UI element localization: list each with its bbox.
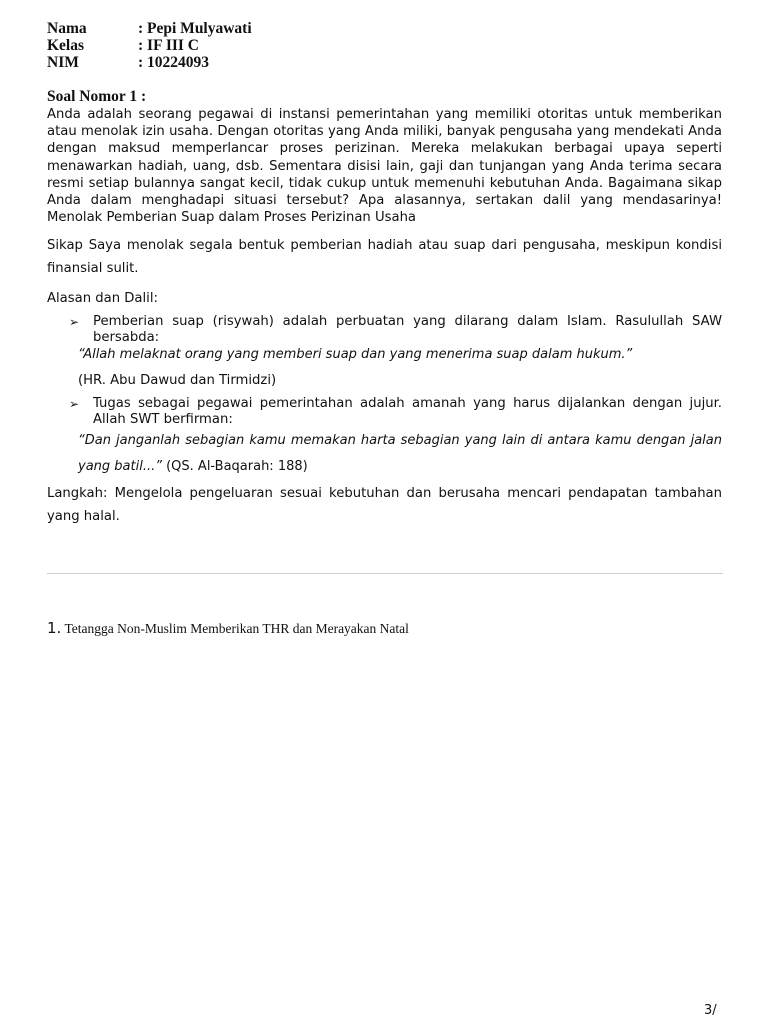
bullet-text-1: Pemberian suap (risywah) adalah perbuatan yang dilarang dalam Islam. Rasulullah SAW bersabda:: [93, 314, 722, 346]
bullet-item-1: [69, 314, 722, 346]
identity-row-nama: [47, 20, 722, 37]
identity-row-nim: [47, 54, 722, 71]
question-title: Soal Nomor 1 :: [47, 88, 147, 105]
page-number: 3/: [704, 1003, 717, 1018]
question-body: Anda adalah seorang pegawai di instansi pemerintahan yang memiliki otoritas untuk memberikan atau menolak izin usaha. Dengan otoritas yang Anda miliki, banyak pengusaha yang mendekati Anda dengan maksud memperlancar proses perizinan. Mereka melakukan berbagai upaya seperti menawarkan hadiah, uang, dsb. Sementara disisi lain, gaji dan tunjangan yang Anda terima secara resmi setiap bulannya sangat kecil, tidak cukup untuk memenuhi kebutuhan Anda. Bagaimana sikap Anda dalam menghadapi situasi tersebut? Apa alasannya, sertakan dalil yang mendasarinya! Menolak Pemberian Suap dalam Proses Perizinan Usaha: [47, 107, 722, 226]
answer-sikap: Sikap Saya menolak segala bentuk pemberian hadiah atau suap dari pengusaha, meskipun kondisi finansial sulit.: [47, 238, 722, 277]
answer-langkah: Langkah: Mengelola pengeluaran sesuai kebutuhan dan berusaha mencari pendapatan tambahan yang halal.: [47, 486, 722, 525]
nama-label: Nama: [47, 20, 87, 37]
bullet-text-2: Tugas sebagai pegawai pemerintahan adalah amanah yang harus dijalankan dengan jujur. Allah SWT berfirman:: [93, 396, 722, 428]
quran-quote: “Dan janganlah sebagian kamu memakan harta sebagian yang lain di antara kamu dengan jalan yang batil...”: [78, 433, 722, 475]
bullet-item-2: [69, 396, 722, 428]
identity-row-kelas: [47, 37, 722, 54]
section-divider: [47, 573, 723, 574]
document-page: [47, 20, 722, 528]
quran-source: (QS. Al-Baqarah: 188): [161, 459, 308, 475]
student-identity: [47, 20, 722, 71]
kelas-value: : IF III C: [138, 37, 200, 54]
nama-value: : Pepi Mulyawati: [138, 20, 252, 37]
hadith-source: (HR. Abu Dawud dan Tirmidzi): [78, 373, 277, 389]
nim-label: NIM: [47, 54, 79, 71]
hadith-quote: “Allah melaknat orang yang memberi suap dan yang menerima suap dalam hukum.”: [78, 347, 633, 363]
next-question-title: Tetangga Non-Muslim Memberikan THR dan Merayakan Natal: [61, 621, 409, 636]
alasan-heading: Alasan dan Dalil:: [47, 291, 158, 307]
next-question-heading: [47, 619, 409, 637]
arrow-bullet-icon: ➢: [69, 315, 80, 330]
nim-value: : 10224093: [138, 54, 210, 71]
next-question-number: 1.: [47, 619, 62, 637]
kelas-label: Kelas: [47, 37, 85, 54]
arrow-bullet-icon: ➢: [69, 397, 80, 412]
quran-quote-block: [78, 428, 722, 480]
